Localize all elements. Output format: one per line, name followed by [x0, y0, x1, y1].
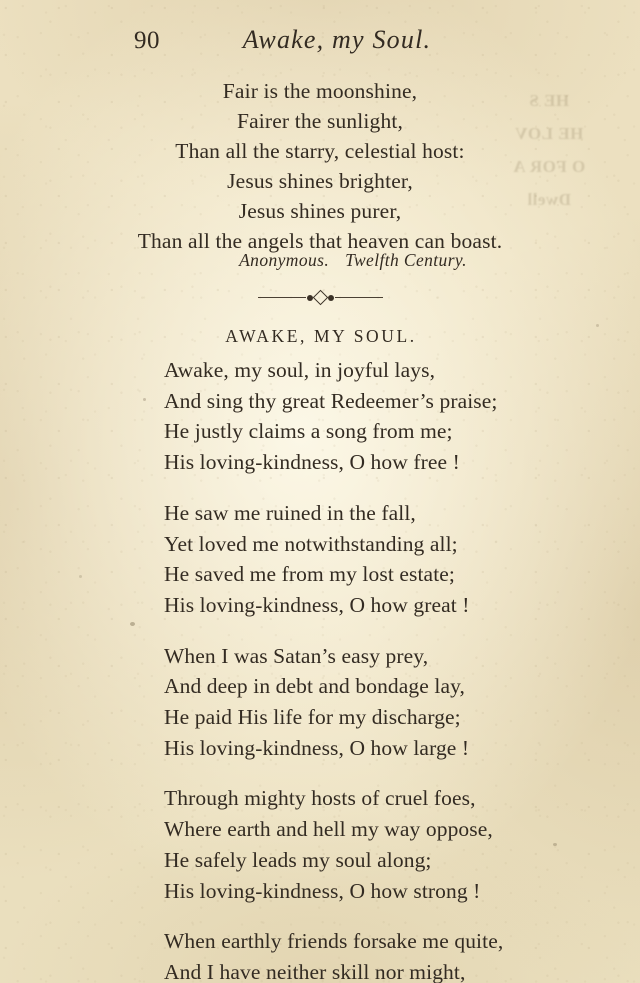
stanza-line: His loving-kindness, O how great !: [164, 592, 470, 617]
stanza: [164, 926, 600, 983]
showthrough-line: HE S: [528, 91, 570, 110]
stanza-line: Awake, my soul, in joyful lays,: [164, 358, 436, 382]
stanza-line: He saw me ruined in the fall,: [164, 500, 416, 525]
epigraph-attribution: [0, 250, 640, 271]
stanza-line: And I have neither skill nor might,: [164, 959, 466, 983]
ornament-dot-right: [328, 295, 334, 301]
epigraph-line: Fairer the sunlight,: [236, 109, 403, 133]
epigraph-line: Than all the angels that heaven can boast.: [137, 229, 503, 253]
showthrough-line: O FOR A: [512, 157, 586, 176]
epigraph-line: Than all the starry, celestial host:: [175, 139, 465, 163]
stanza-line: He safely leads my soul along;: [164, 847, 432, 872]
ornament-diamond-icon: [312, 290, 328, 306]
stanza-line: Where earth and hell my way oppose,: [164, 817, 493, 842]
attribution-author: Anonymous.: [239, 250, 330, 270]
stanza-line: And sing thy great Redeemer’s praise;: [164, 388, 498, 413]
stanza-line: His loving-kindness, O how free !: [164, 450, 460, 475]
stanza-line: His loving-kindness, O how strong !: [164, 878, 481, 903]
hymn-stanzas: [164, 355, 600, 983]
stanza: [164, 641, 600, 764]
running-title: Awake, my Soul.: [242, 25, 432, 54]
showthrough-line: Dwell: [526, 190, 572, 209]
ornament-dot-left: [307, 295, 313, 301]
ornament-rule-right: [335, 297, 383, 298]
stanza-line: When earthly friends forsake me quite,: [164, 929, 504, 954]
stanza-line: He saved me from my lost estate;: [164, 562, 455, 587]
running-head: [0, 27, 640, 63]
paper-speck: [143, 398, 146, 401]
paper-speck: [79, 575, 82, 578]
hymn-title: AWAKE, MY SOUL.: [225, 326, 417, 346]
stanza-line: He justly claims a song from me;: [164, 419, 453, 444]
stanza: [164, 498, 600, 621]
epigraph-line: Fair is the moonshine,: [222, 79, 418, 103]
attribution-date: Twelfth Century.: [345, 250, 467, 270]
epigraph-stanza: [0, 76, 640, 256]
stanza-line: His loving-kindness, O how large !: [164, 735, 470, 760]
stanza-line: And deep in debt and bondage lay,: [164, 674, 466, 699]
ornament-rule-left: [258, 297, 306, 298]
stanza-line: Yet loved me notwithstanding all;: [164, 531, 458, 556]
stanza: [164, 783, 600, 906]
stanza-line: Through mighty hosts of cruel foes,: [164, 786, 476, 811]
ornament-divider: [0, 292, 640, 303]
stanza-line: He paid His life for my discharge;: [164, 705, 461, 730]
stanza-line: When I was Satan’s easy prey,: [164, 643, 429, 668]
page-number: 90: [134, 27, 160, 54]
epigraph-line: Jesus shines brighter,: [227, 169, 413, 193]
stanza: [164, 355, 600, 478]
showthrough-line: HE LOV: [514, 124, 584, 143]
epigraph-line: Jesus shines purer,: [238, 199, 402, 223]
paper-speck: [130, 622, 135, 626]
